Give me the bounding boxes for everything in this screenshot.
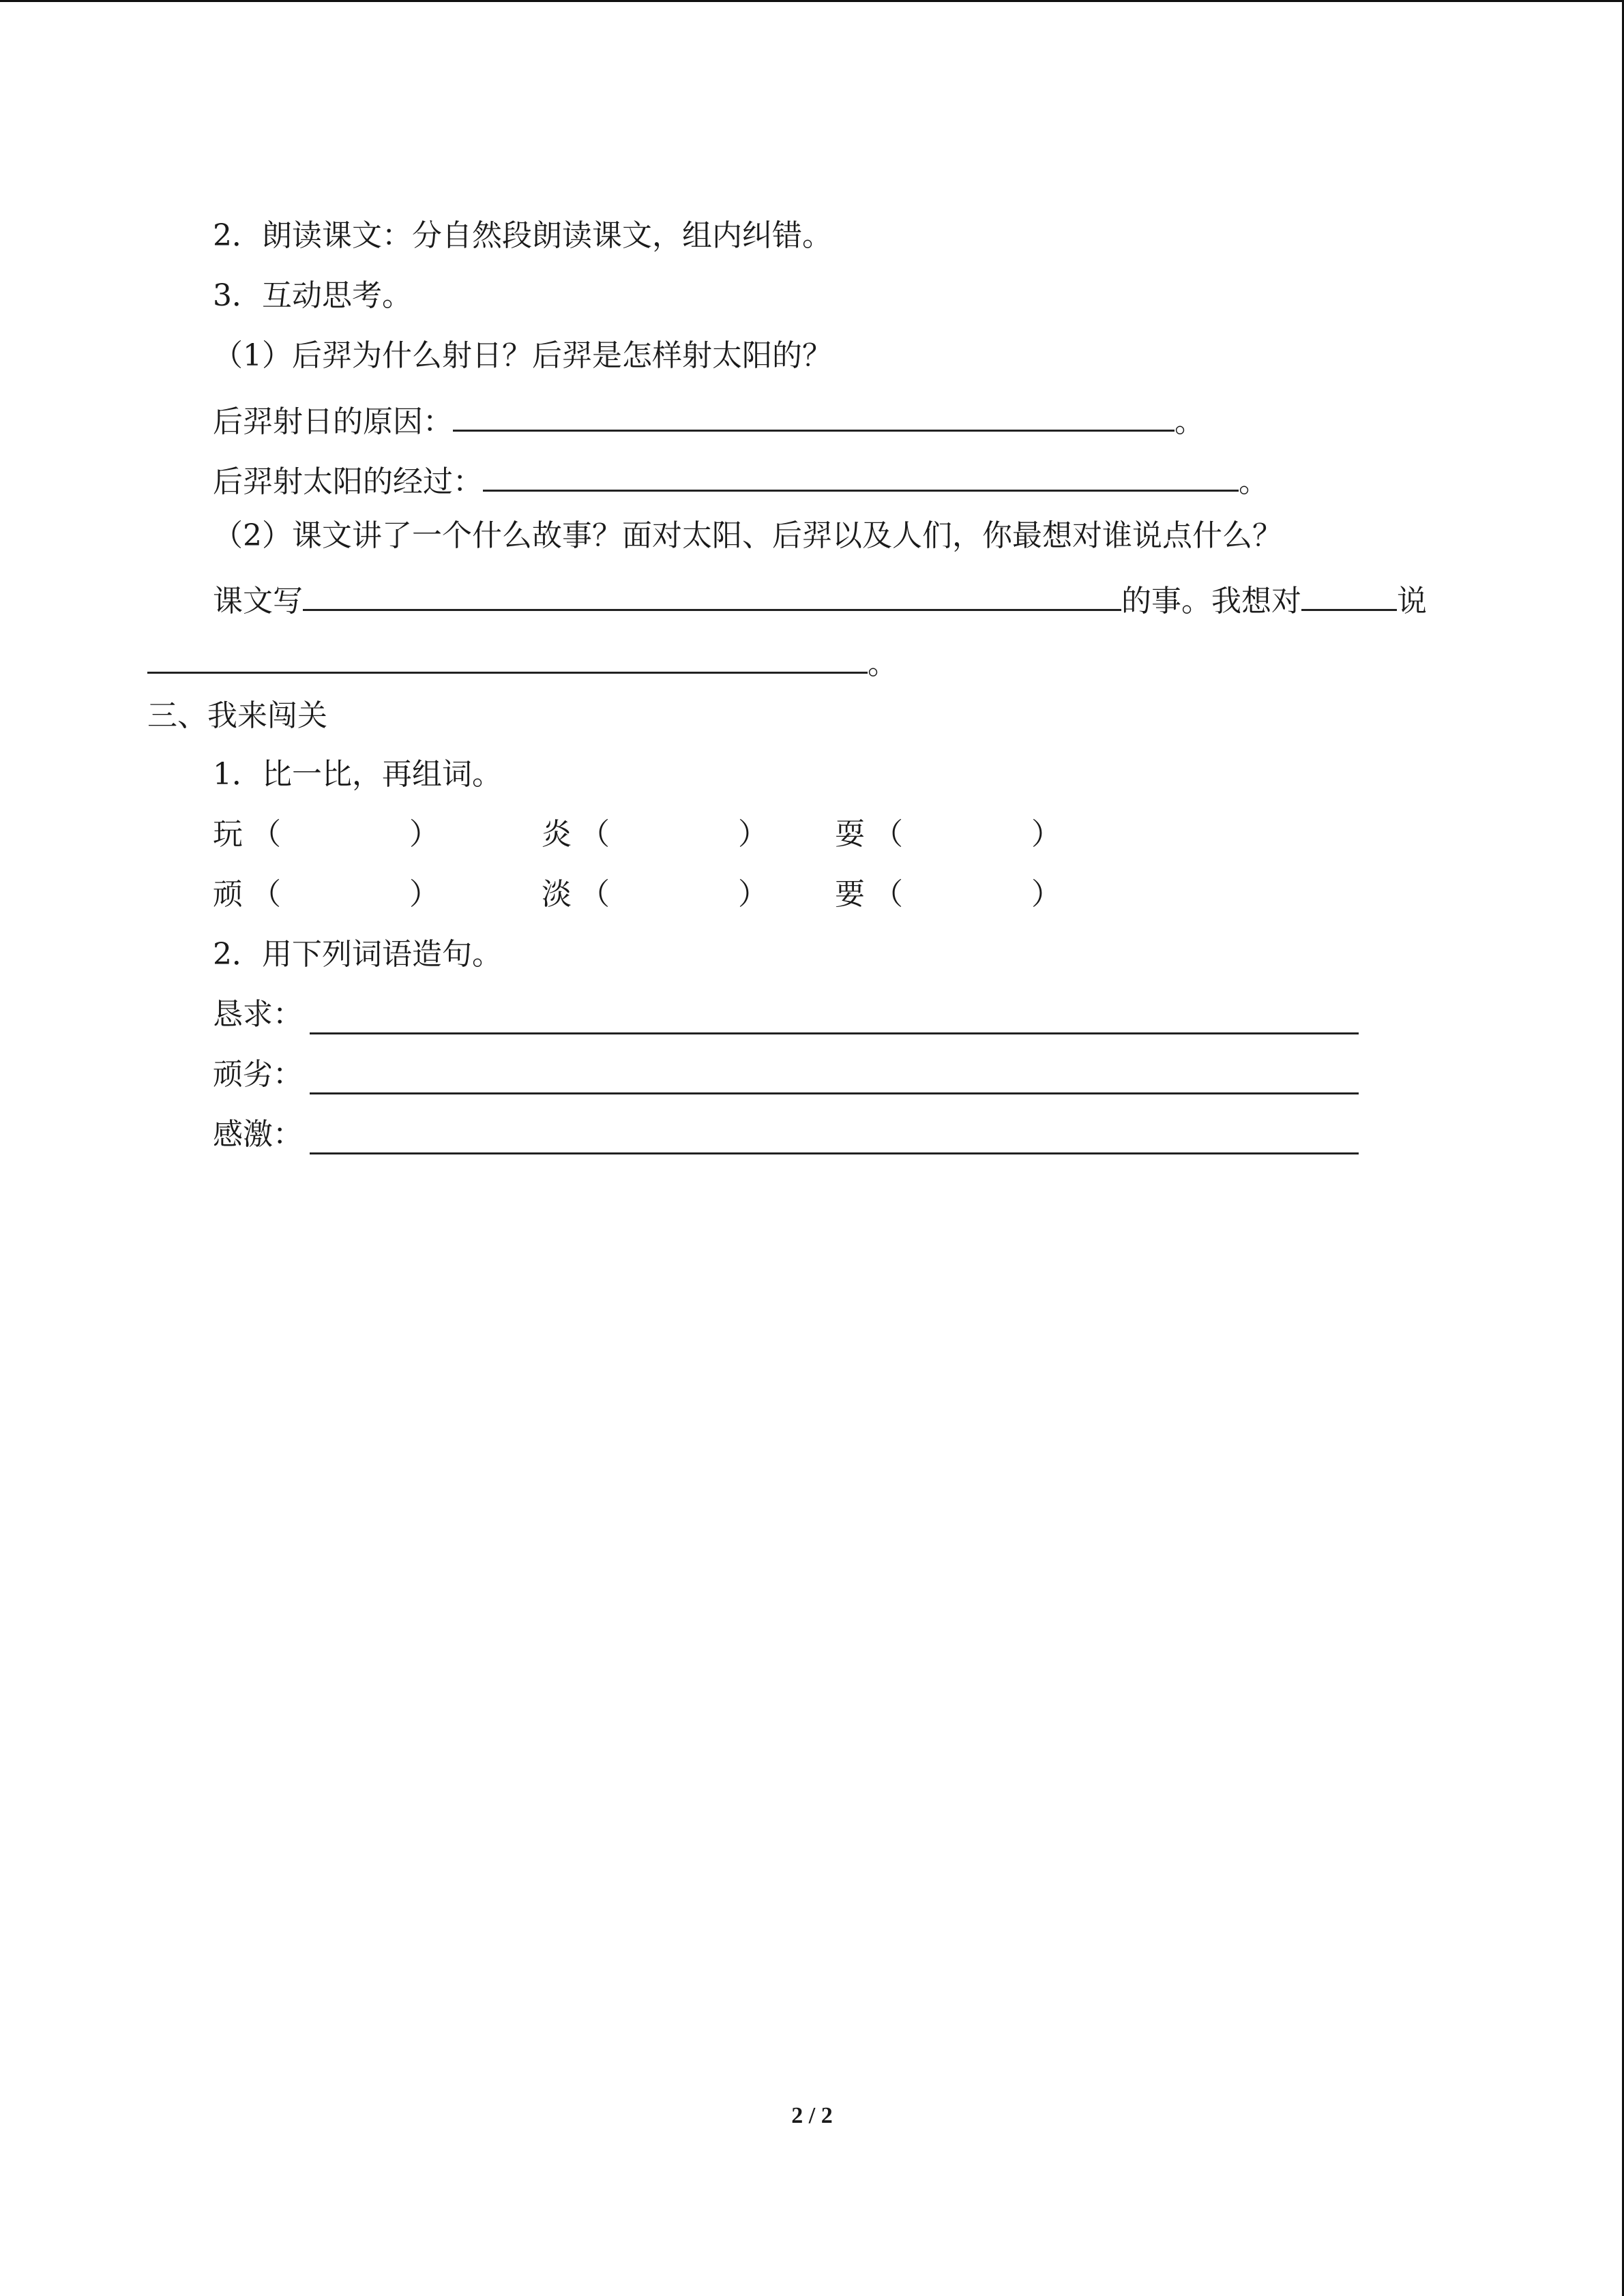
compare-instruction: 1．比一比，再组词。 <box>213 757 502 792</box>
close-paren: ） <box>738 877 768 912</box>
close-paren: ） <box>409 817 439 852</box>
reason-blank[interactable] <box>453 396 1175 432</box>
reason-row <box>213 396 1205 443</box>
compare-char: 炎 <box>542 817 572 852</box>
process-label: 后羿射太阳的经过： <box>213 464 483 499</box>
word-blank[interactable] <box>282 874 405 915</box>
compare-char: 淡 <box>542 877 572 912</box>
open-paren: （ <box>873 877 903 912</box>
close-paren: ） <box>1031 877 1061 912</box>
sentence-label-3: 感激： <box>213 1117 303 1152</box>
sentence-blank-3[interactable] <box>310 1152 1359 1154</box>
open-paren: （ <box>873 817 903 852</box>
sentence-instruction: 2．用下列词语造句。 <box>213 937 502 972</box>
reason-label: 后羿射日的原因： <box>213 404 453 439</box>
interactive-thinking-heading: 3．互动思考。 <box>213 278 412 313</box>
open-paren: （ <box>580 877 610 912</box>
say-text: 说 <box>1397 584 1427 618</box>
sentence-label-1: 恳求： <box>213 997 303 1032</box>
sentence-blank-1[interactable] <box>310 1032 1359 1034</box>
process-row <box>213 456 1269 503</box>
open-paren: （ <box>580 817 610 852</box>
reading-instruction: 2．朗读课文：分自然段朗读课文，组内纠错。 <box>213 218 832 253</box>
sentence-label-2: 顽劣： <box>213 1057 303 1092</box>
sentence-blank-2[interactable] <box>310 1092 1359 1094</box>
compare-char: 要 <box>835 877 865 912</box>
page-number: 2 / 2 <box>791 2103 833 2128</box>
story-mid-text: 的事。我想对 <box>1121 584 1301 618</box>
word-blank[interactable] <box>611 814 734 855</box>
story-row <box>213 575 1427 622</box>
message-row <box>147 638 898 685</box>
process-period: 。 <box>1239 464 1269 499</box>
word-blank[interactable] <box>904 814 1027 855</box>
who-blank[interactable] <box>1301 575 1397 611</box>
story-label: 课文写 <box>213 584 303 618</box>
message-blank[interactable] <box>147 638 868 674</box>
question-2: （2）课文讲了一个什么故事？面对太阳、后羿以及人们，你最想对谁说点什么？ <box>213 518 1282 553</box>
close-paren: ） <box>738 817 768 852</box>
story-blank[interactable] <box>303 575 1121 611</box>
section-3-heading: 三、我来闯关 <box>147 698 327 733</box>
compare-char: 顽 <box>213 877 243 912</box>
close-paren: ） <box>1031 817 1061 852</box>
word-blank[interactable] <box>904 874 1027 915</box>
message-period: 。 <box>868 646 898 681</box>
compare-char: 玩 <box>213 817 243 852</box>
reason-period: 。 <box>1175 404 1205 439</box>
open-paren: （ <box>251 817 281 852</box>
question-1: （1）后羿为什么射日？后羿是怎样射太阳的？ <box>213 338 832 373</box>
close-paren: ） <box>409 877 439 912</box>
process-blank[interactable] <box>483 456 1239 492</box>
word-blank[interactable] <box>611 874 734 915</box>
compare-char: 耍 <box>835 817 865 852</box>
word-blank[interactable] <box>282 814 405 855</box>
open-paren: （ <box>251 877 281 912</box>
